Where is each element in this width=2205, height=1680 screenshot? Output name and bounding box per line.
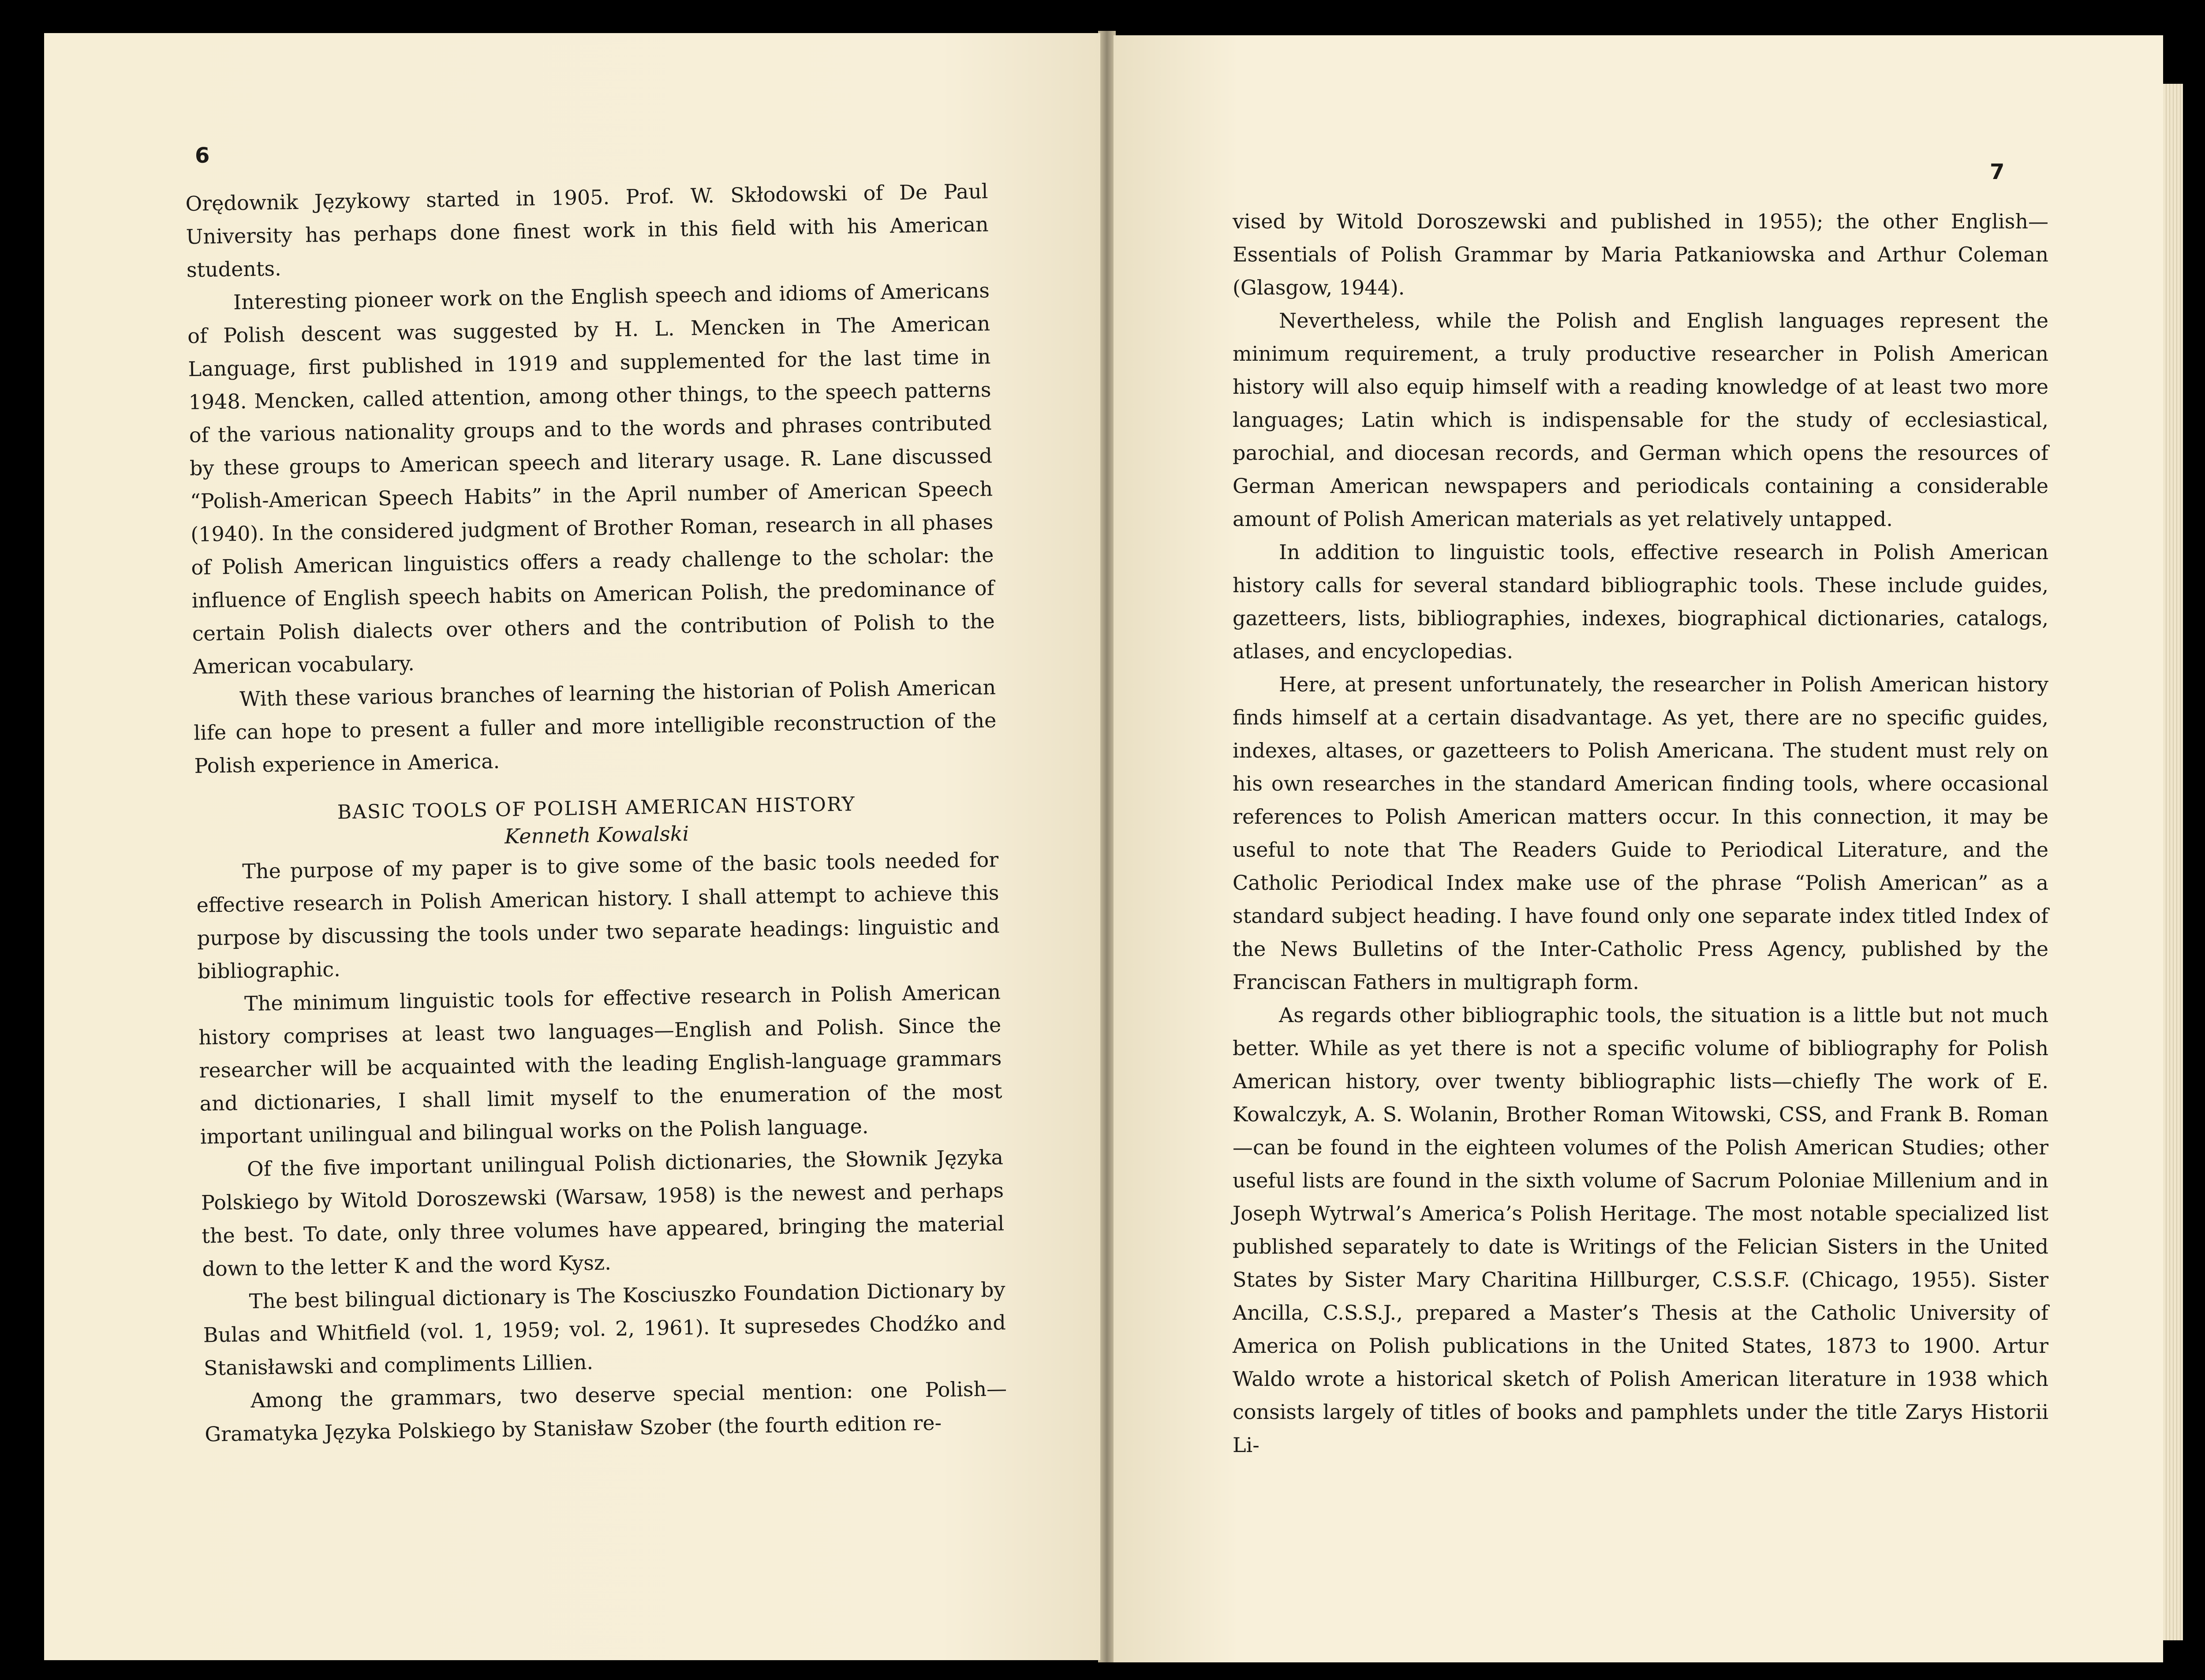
paragraph: With these various branches of learning the historian of Polish American life can hope to present a fuller and more intelligible reconstruction of the Polish experience in America. — [194, 675, 997, 778]
paragraph: Of the five important unilingual Polish dictionaries, the Słownik Języka Polskiego by Witold Doroszewski (Warsaw, 1958) is the newest and perhaps the best. To date, only three volumes have appeared, bringing the material down to the letter K and the word Kysz. — [201, 1145, 1005, 1281]
left-page-text — [185, 175, 1008, 1451]
left-page-number: 6 — [195, 143, 210, 168]
paragraph: Nevertheless, while the Polish and English languages represent the minimum requirement, a truly productive researcher in Polish American history will also equip himself with a reading knowledge of at least two more languages; Latin which is indispensable for the study of ecclesiastical, parochial, and diocesan records, and German which opens the resources of German American newspapers and periodicals containing a considerable amount of Polish American materials as yet relatively untapped. — [1233, 309, 2048, 531]
paragraph: As regards other bibliographic tools, the situation is a little but not much better. While as yet there is not a specific volume of bibliography for Polish American history, over twenty bibliographic lists—chiefly The work of E. Kowalczyk, A. S. Wolanin, Brother Roman Witowski, CSS, and Frank B. Roman—can be found in the eighteen volumes of the Polish American Studies; other useful lists are found in the sixth volume of Sacrum Poloniae Millenium and in Joseph Wytrwal’s America’s Polish Heritage. The most notable specialized list published separately to date is Writings of the Felician Sisters in the United States by Sister Mary Charitina Hillburger, C.S.S.F. (Chicago, 1955). Sister Ancilla, C.S.S.J., prepared a Master’s Thesis at the Catholic University of America on Polish publications in the United States, 1873 to 1900. Artur Waldo wrote a historical sketch of Polish American literature in 1938 which consists largely of titles of books and pamphlets under the title Zarys Historii Li- — [1233, 1003, 2048, 1457]
paragraph: Among the grammars, two deserve special mention: one Polish—Gramatyka Języka Polskiego by Stanisław Szober (the fourth edition re- — [204, 1377, 1007, 1446]
paragraph: The best bilingual dictionary is The Kosciuszko Foundation Dictionary by Bulas and Whitfield (vol. 1, 1959; vol. 2, 1961). It supresedes Chodźko and Stanisławski and compliments Lillien. — [203, 1277, 1006, 1380]
paragraph: In addition to linguistic tools, effective research in Polish American history calls for several standard bibliographic tools. These include guides, gazetteers, lists, bibliographies, indexes, biographical dictionaries, catalogs, atlases, and encyclopedias. — [1233, 540, 2048, 663]
page-edges — [2163, 84, 2183, 1640]
book-spine — [1098, 31, 1116, 1662]
paragraph: The minimum linguistic tools for effective research in Polish American history comprises at least two languages—English and Polish. Since the researcher will be acquainted with the leading English-language grammars and dictionaries, I shall limit myself to the enumeration of the most important unilingual and bilingual works on the Polish language. — [198, 980, 1002, 1149]
section-author: Kenneth Kowalski — [504, 821, 689, 848]
paragraph: Here, at present unfortunately, the researcher in Polish American history finds himself at a certain disadvantage. As yet, there are no specific guides, indexes, altases, or gazetteers to Polish Americana. The student must rely on his own researches in the standard American finding tools, where occasional references to Polish American matters occur. In this connection, it may be useful to note that The Readers Guide to Periodical Literature, and the Catholic Periodical Index make use of the phrase “Polish American” as a standard subject heading. I have found only one separate index titled Index of the News Bulletins of the Inter-Catholic Press Agency, published by the Franciscan Fathers in multigraph form. — [1233, 672, 2048, 994]
section-title: BASIC TOOLS OF POLISH AMERICAN HISTORY — [337, 793, 856, 824]
paragraph: Orędownik Językowy started in 1905. Prof. W. Skłodowski of De Paul University has perhaps done finest work in this field with his American students. — [185, 179, 989, 282]
right-page-text — [1233, 205, 2048, 1462]
paragraph: The purpose of my paper is to give some of the basic tools needed for effective research in Polish American history. I shall attempt to achieve this purpose by discussing the tools under two separate headings: linguistic and bibliographic. — [196, 847, 1000, 983]
paragraph: vised by Witold Doroszewski and published in 1955); the other English—Essentials of Polish Grammar by Maria Patkaniowska and Arthur Coleman (Glasgow, 1944). — [1233, 209, 2048, 299]
section-heading — [195, 788, 998, 854]
right-page-number: 7 — [1990, 160, 2005, 184]
paragraph: Interesting pioneer work on the English speech and idioms of Americans of Polish descent was suggested by H. L. Mencken in The American Language, first published in 1919 and supplemented for the last time in 1948. Mencken, called attention, among other things, to the speech patterns of the various nationality groups and to the words and phrases contributed by these groups to American speech and literary usage. R. Lane discussed “Polish-American Speech Habits” in the April number of American Speech (1940). In the considered judgment of Brother Roman, research in all phases of Polish American linguistics offers a ready challenge to the scholar: the influence of English speech habits on American Polish, the predominance of certain Polish dialects over others and the contribution of Polish to the American vocabulary. — [187, 278, 995, 679]
